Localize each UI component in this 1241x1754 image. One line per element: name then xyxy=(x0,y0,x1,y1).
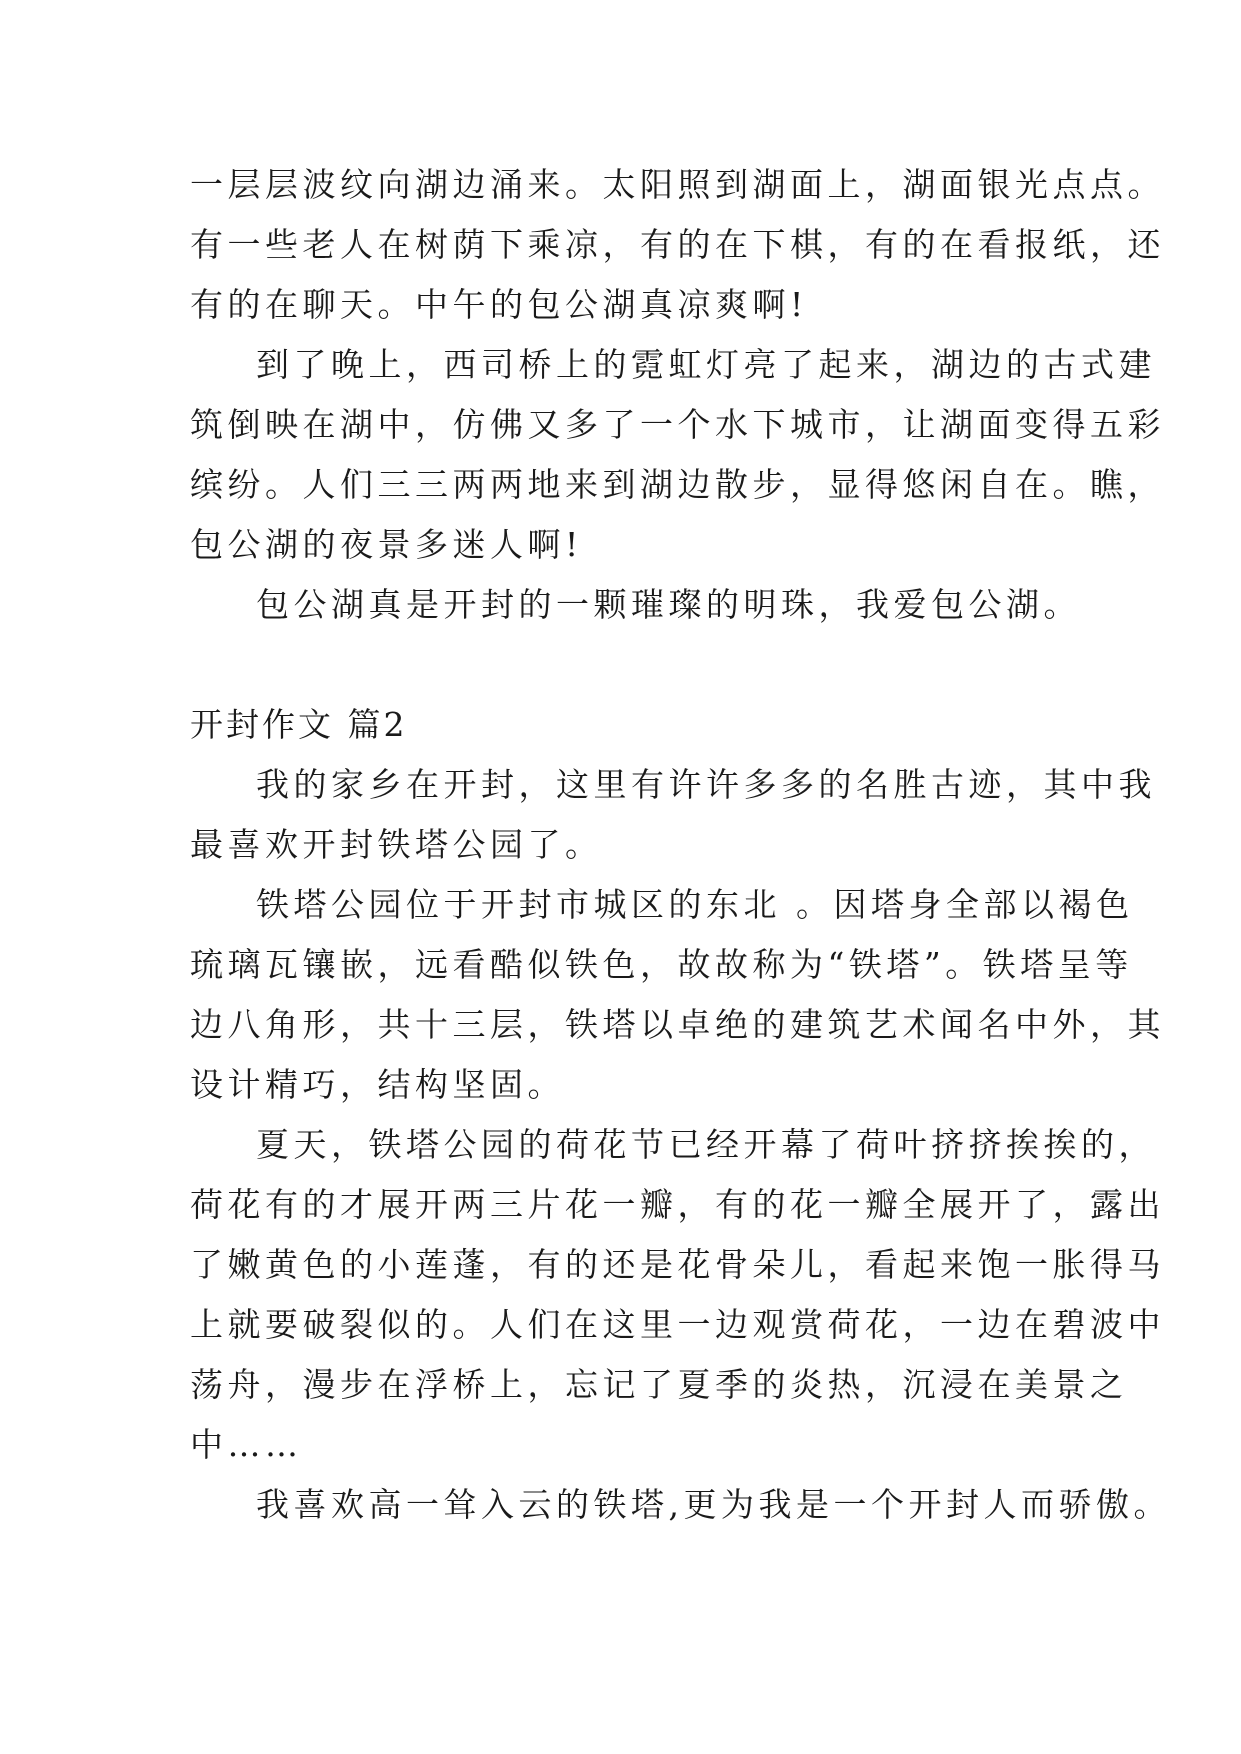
paragraph-2 xyxy=(190,335,1165,575)
section-spacer xyxy=(190,635,1070,695)
text-line: 了嫩黄色的小莲蓬，有的还是花骨朵儿，看起来饱一胀得马 xyxy=(190,1245,1165,1284)
text-line: 铁塔公园位于开封市城区的东北 。因塔身全部以褐色 xyxy=(256,885,1134,924)
text-line: 上就要破裂似的。人们在这里一边观赏荷花，一边在碧波中 xyxy=(190,1305,1165,1344)
document-page xyxy=(190,155,1171,1535)
text-line: 包公湖的夜景多迷人啊! xyxy=(190,525,583,564)
text-line: 到了晚上，西司桥上的霓虹灯亮了起来，湖边的古式建 xyxy=(256,345,1156,384)
text-line: 我的家乡在开封，这里有许许多多的名胜古迹，其中我 xyxy=(256,765,1156,804)
text-line: 中…… xyxy=(190,1425,303,1464)
text-line: 包公湖真是开封的一颗璀璨的明珠，我爱包公湖。 xyxy=(256,585,1081,624)
paragraph-1 xyxy=(190,155,1165,335)
paragraph-6 xyxy=(190,1115,1165,1475)
section-title: 开封作文 篇2 xyxy=(190,705,408,744)
text-line: 一层层波纹向湖边涌来。太阳照到湖面上，湖面银光点点。 xyxy=(190,165,1165,204)
text-line: 荡舟，漫步在浮桥上，忘记了夏季的炎热，沉浸在美景之 xyxy=(190,1365,1128,1404)
text-line: 筑倒映在湖中，仿佛又多了一个水下城市，让湖面变得五彩 xyxy=(190,405,1165,444)
text-line: 有的在聊天。中午的包公湖真凉爽啊! xyxy=(190,285,808,324)
text-line: 设计精巧，结构坚固。 xyxy=(190,1065,565,1104)
text-line: 缤纷。人们三三两两地来到湖边散步，显得悠闲自在。瞧， xyxy=(190,465,1165,504)
text-line: 琉璃瓦镶嵌，远看酷似铁色，故故称为“铁塔”。铁塔呈等 xyxy=(190,945,1133,984)
text-line: 夏天，铁塔公园的荷花节已经开幕了荷叶挤挤挨挨的， xyxy=(256,1125,1156,1164)
text-line: 有一些老人在树荫下乘凉，有的在下棋，有的在看报纸，还 xyxy=(190,225,1165,264)
text-line: 我喜欢高一耸入云的铁塔,更为我是一个开封人而骄傲。 xyxy=(256,1485,1171,1524)
paragraph-3 xyxy=(190,575,1081,635)
text-line: 最喜欢开封铁塔公园了。 xyxy=(190,825,603,864)
paragraph-7 xyxy=(190,1475,1171,1535)
text-line: 边八角形，共十三层，铁塔以卓绝的建筑艺术闻名中外，其 xyxy=(190,1005,1165,1044)
paragraph-4 xyxy=(190,755,1156,875)
text-line: 荷花有的才展开两三片花一瓣，有的花一瓣全展开了，露出 xyxy=(190,1185,1165,1224)
paragraph-5 xyxy=(190,875,1165,1115)
